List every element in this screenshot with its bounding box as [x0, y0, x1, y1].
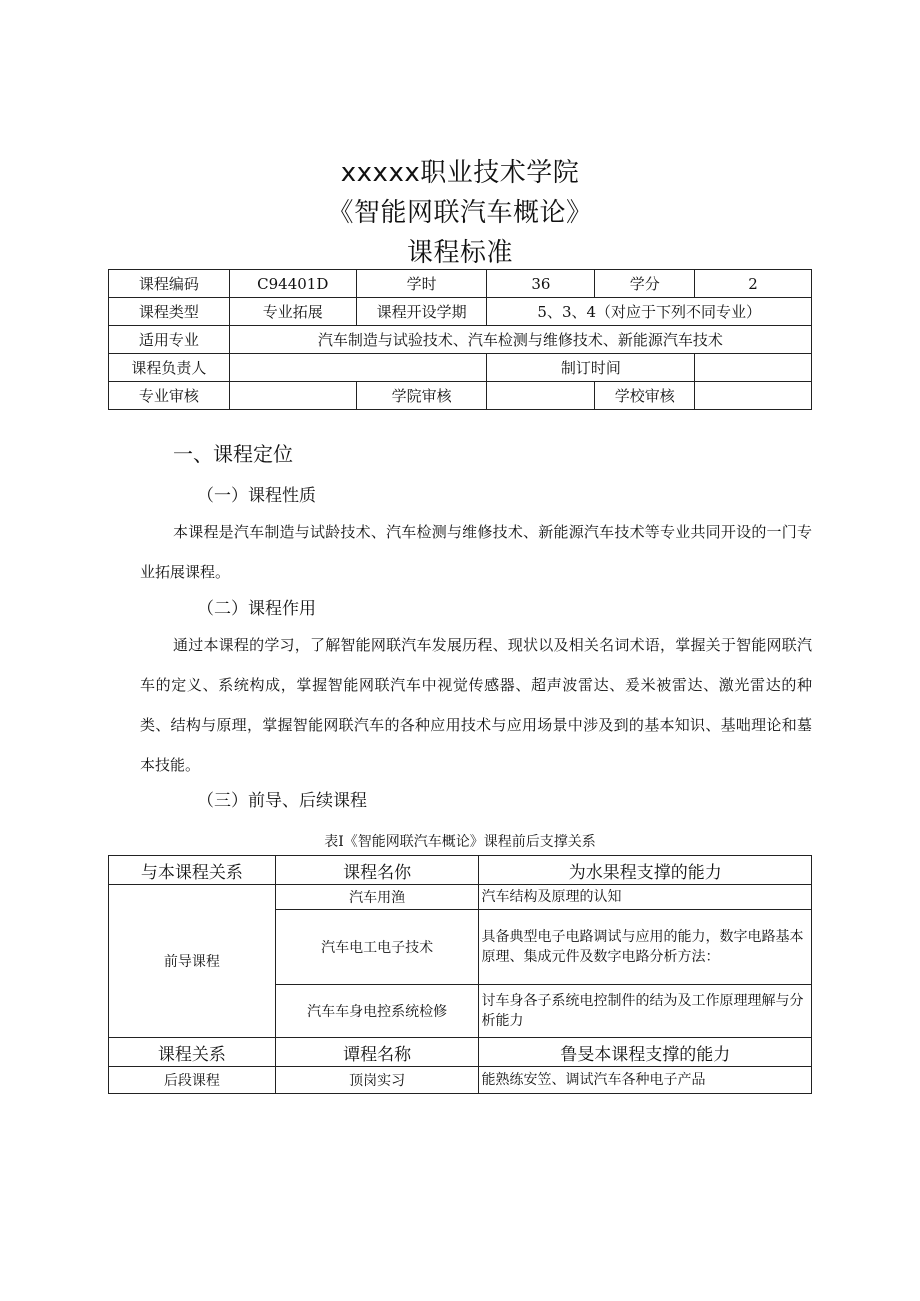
column-header-relation: 与本课程关系 — [109, 856, 276, 885]
hours-value: 36 — [487, 270, 595, 298]
course-code-value: C94401D — [229, 270, 356, 298]
paragraph-course-nature: 本课程是汽车制造与试龄技术、汽车检测与维修技术、新能源汽车技术等专业共同开设的一门专业拓展课程。 — [140, 523, 812, 581]
majors-value: 汽车制造与试验技术、汽车检测与维修技术、新能源汽车技术 — [229, 326, 811, 354]
course-info-table — [108, 269, 812, 410]
table-row — [109, 270, 812, 298]
table-row — [109, 354, 812, 382]
paragraph-course-role: 通过本课程的学习，了解智能网联汽车发展历程、现状以及相关名词术语，掌握关于智能网联汽车的定义、系统构成，掌握智能网联汽车中视觉传感器、超声波雷达、爰米被雷达、激光雷达的种类、结构与原理，掌握智能网联汽车的各种应用技术与应用场景中涉及到的基本知识、基咄理论和墓本技能。 — [140, 636, 812, 774]
school-review-label: 学校审核 — [595, 382, 695, 410]
drafting-time-label: 制订时间 — [487, 354, 695, 382]
course-relation-table — [108, 855, 812, 1094]
course-title: 《智能网联汽车概论》 — [327, 198, 593, 228]
college-review-value — [487, 382, 595, 410]
credits-label: 学分 — [595, 270, 695, 298]
ability-cell: 讨车身各子系统电控制件的结为及工作原理理解与分析能力 — [479, 985, 812, 1038]
column-header-course-name: 谭程名称 — [275, 1038, 479, 1067]
course-lead-label: 课程负责人 — [109, 354, 230, 382]
column-header-ability: 为水果程支撑的能力 — [479, 856, 812, 885]
hours-label: 学时 — [356, 270, 487, 298]
column-header-ability: 鲁旻本课程支撑的能力 — [479, 1038, 812, 1067]
majors-label: 适用专业 — [109, 326, 230, 354]
major-review-value — [229, 382, 356, 410]
course-type-value: 专业拓展 — [229, 298, 356, 326]
column-header-relation: 课程关系 — [109, 1038, 276, 1067]
course-lead-value — [229, 354, 487, 382]
document-type-title: 课程标准 — [406, 238, 513, 268]
prerequisite-label: 前导课程 — [109, 885, 276, 1038]
table-row — [109, 885, 812, 910]
table-caption: 表I《智能网联汽车概论》课程前后支撑关系 — [324, 834, 596, 850]
subsection-heading-nature: （一）课程性质 — [197, 486, 316, 506]
table-row — [109, 382, 812, 410]
ability-cell: 具备典型电子电路调试与应用的能力，数字电路基本原理、集成元件及数字电路分析方法： — [479, 910, 812, 985]
major-review-label: 专业审核 — [109, 382, 230, 410]
course-name-cell: 汽车用渔 — [275, 885, 479, 910]
drafting-time-value — [695, 354, 812, 382]
follow-up-label: 后段课程 — [109, 1067, 276, 1094]
ability-cell: 汽车结构及原理的认知 — [479, 885, 812, 910]
column-header-course-name: 课程名你 — [275, 856, 479, 885]
table-header-row — [109, 1038, 812, 1067]
semester-value: 5、3、4（对应于下列不同专业） — [487, 298, 812, 326]
table-row — [109, 326, 812, 354]
course-name-cell: 汽车车身电控系统检修 — [275, 985, 479, 1038]
ability-cell: 能熟练安笠、调试汽车各种电子产品 — [479, 1067, 812, 1094]
table-row — [109, 298, 812, 326]
school-review-value — [695, 382, 812, 410]
credits-value: 2 — [695, 270, 812, 298]
school-name: xxxxx职业技术学院 — [340, 158, 580, 188]
table-row — [109, 1067, 812, 1094]
subsection-heading-role: （二）课程作用 — [197, 599, 316, 619]
course-code-label: 课程编码 — [109, 270, 230, 298]
semester-label: 课程开设学期 — [356, 298, 487, 326]
course-type-label: 课程类型 — [109, 298, 230, 326]
course-name-cell: 汽车电工电子技术 — [275, 910, 479, 985]
college-review-label: 学院审核 — [356, 382, 487, 410]
course-name-cell: 顶岗实习 — [275, 1067, 479, 1094]
section-heading: 一、课程定位 — [173, 442, 293, 466]
subsection-heading-related-courses: （三）前导、后续课程 — [197, 791, 367, 811]
table-header-row — [109, 856, 812, 885]
